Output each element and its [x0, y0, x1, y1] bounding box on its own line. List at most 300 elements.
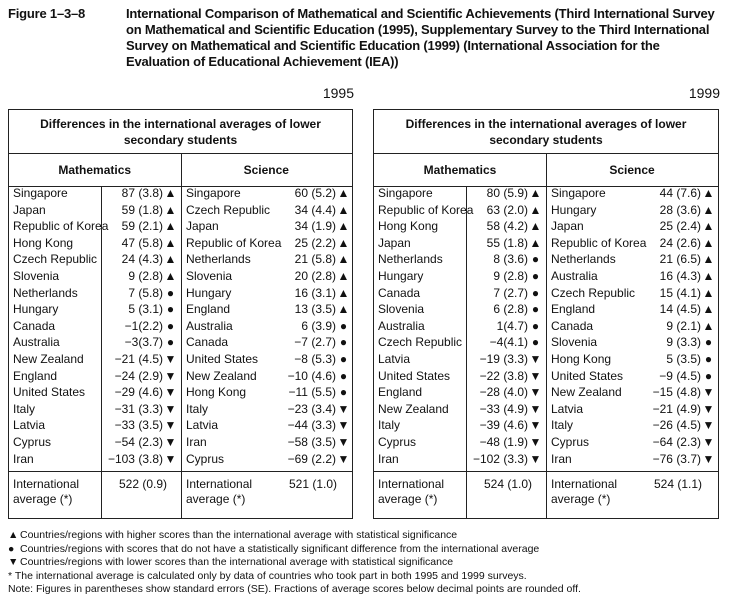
- country-name: United States: [551, 368, 624, 383]
- triangle-down-icon: ▼: [164, 434, 177, 449]
- table-row: [13, 302, 177, 319]
- score-value: 21 (6.5): [659, 252, 701, 267]
- country-name: England: [186, 302, 231, 317]
- score-value: −15 (4.8): [652, 385, 701, 400]
- triangle-up-icon: ▲: [529, 186, 542, 200]
- circle-icon: ●: [531, 252, 540, 267]
- triangle-up-icon: ▲: [164, 202, 177, 217]
- average-label-line1: International: [186, 477, 253, 491]
- table-row: [13, 319, 177, 336]
- table-row: [13, 219, 177, 236]
- table-row: [551, 252, 715, 269]
- triangle-down-icon: ▼: [164, 451, 177, 466]
- average-label-science: [186, 477, 252, 507]
- table-row: [186, 452, 350, 469]
- country-name: Latvia: [13, 418, 46, 433]
- country-name: Italy: [378, 418, 401, 433]
- score-difference: [639, 286, 715, 300]
- country-name: England: [378, 385, 423, 400]
- score-difference: [274, 203, 350, 217]
- average-label-line2: average (*): [551, 492, 611, 506]
- table-row: [551, 236, 715, 253]
- score-value: 24 (4.3): [121, 252, 163, 267]
- score-difference: [639, 203, 715, 217]
- score-difference: [101, 236, 177, 250]
- table-row: [551, 385, 715, 402]
- legend-lower: [8, 556, 723, 570]
- table-row: [186, 352, 350, 369]
- triangle-down-icon: ▼: [529, 418, 542, 433]
- country-name: England: [551, 302, 596, 317]
- country-name: New Zealand: [551, 385, 622, 400]
- table-row: [13, 203, 177, 220]
- math-rows: [378, 186, 542, 468]
- score-value: −102 (3.3): [472, 451, 528, 466]
- legend-text: Countries/regions with scores that do not have a statistically significant difference from the international average: [20, 542, 540, 555]
- score-difference: [274, 252, 350, 266]
- triangle-up-icon: ▲: [164, 186, 177, 200]
- table-row: [186, 269, 350, 286]
- table-row: [186, 286, 350, 303]
- score-difference: [274, 319, 350, 333]
- circle-icon: ●: [531, 335, 540, 350]
- science-column-header: Science: [546, 154, 718, 187]
- score-difference: [274, 452, 350, 466]
- triangle-up-icon: ▲: [702, 285, 715, 300]
- country-name: England: [13, 368, 58, 383]
- score-difference: [639, 252, 715, 266]
- triangle-up-icon: ▲: [164, 268, 177, 283]
- table-row: [551, 286, 715, 303]
- score-difference: [274, 186, 350, 200]
- table-row: [378, 252, 542, 269]
- table-row: [378, 385, 542, 402]
- score-difference: [274, 402, 350, 416]
- circle-icon: ●: [166, 335, 175, 350]
- score-value: 16 (3.1): [294, 285, 336, 300]
- score-difference: [274, 269, 350, 283]
- score-value: −76 (3.7): [652, 451, 701, 466]
- country-name: Italy: [551, 418, 574, 433]
- circle-icon: ●: [339, 351, 348, 366]
- math-column-header: Mathematics: [374, 154, 546, 187]
- year-label-1995: 1995: [322, 85, 354, 101]
- score-difference: [639, 402, 715, 416]
- table-row: [378, 418, 542, 435]
- triangle-down-icon: ▼: [702, 418, 715, 433]
- country-name: Australia: [378, 318, 425, 333]
- score-value: −33 (3.5): [114, 418, 163, 433]
- triangle-up-icon: ▲: [337, 235, 350, 250]
- table-row: [378, 319, 542, 336]
- country-name: Republic of Korea: [378, 202, 474, 217]
- score-difference: [274, 369, 350, 383]
- score-difference: [101, 319, 177, 333]
- table-header: Differences in the international averages of lower secondary students: [9, 110, 352, 154]
- score-value: 59 (2.1): [121, 219, 163, 234]
- country-name: Cyprus: [378, 434, 417, 449]
- table-row: [551, 435, 715, 452]
- average-label-line2: average (*): [13, 492, 73, 506]
- table-header: Differences in the international averages of lower secondary students: [374, 110, 718, 154]
- score-value: 47 (5.8): [121, 235, 163, 250]
- triangle-up-icon: ▲: [702, 219, 715, 234]
- table-row: [186, 418, 350, 435]
- triangle-down-icon: ▼: [529, 451, 542, 466]
- triangle-up-icon: ▲: [337, 186, 350, 200]
- score-difference: [639, 452, 715, 466]
- table-row: [378, 302, 542, 319]
- country-name: Hong Kong: [186, 385, 247, 400]
- triangle-up-icon: ▲: [337, 268, 350, 283]
- score-difference: [466, 452, 542, 466]
- score-value: 8 (3.6): [493, 252, 528, 267]
- table-row: [13, 186, 177, 203]
- math-average-value: 522 (0.9): [118, 477, 167, 491]
- average-label: [378, 477, 444, 507]
- legend-text: Countries/regions with lower scores than the international average with statistical significance: [20, 556, 454, 569]
- triangle-up-icon: ▲: [702, 252, 715, 267]
- triangle-up-icon: ▲: [702, 268, 715, 283]
- triangle-up-icon: ▲: [702, 302, 715, 317]
- score-difference: [101, 269, 177, 283]
- country-name: Australia: [13, 335, 60, 350]
- score-difference: [639, 236, 715, 250]
- score-value: 21 (5.8): [294, 252, 336, 267]
- circle-icon: ●: [166, 285, 175, 300]
- table-row: [13, 252, 177, 269]
- circle-icon: ●: [339, 368, 348, 383]
- column-divider: [546, 154, 547, 518]
- country-name: New Zealand: [13, 351, 84, 366]
- country-name: Iran: [378, 451, 399, 466]
- score-difference: [639, 269, 715, 283]
- country-name: Slovenia: [186, 268, 233, 283]
- score-difference: [101, 252, 177, 266]
- score-value: 6 (2.8): [493, 302, 528, 317]
- year-label-1999: 1999: [688, 85, 720, 101]
- score-value: 58 (4.2): [486, 219, 528, 234]
- score-value: −3(3.7): [124, 335, 163, 350]
- triangle-up-icon: ▲: [702, 318, 715, 333]
- science-average-value: 521 (1.0): [288, 477, 337, 491]
- score-difference: [466, 435, 542, 449]
- table-row: [378, 435, 542, 452]
- circle-icon: ●: [339, 385, 348, 400]
- circle-icon: ●: [531, 268, 540, 283]
- country-name: Japan: [378, 235, 411, 250]
- country-name: Slovenia: [378, 302, 425, 317]
- score-difference: [466, 252, 542, 266]
- country-name: Slovenia: [551, 335, 598, 350]
- score-value: 28 (3.6): [659, 202, 701, 217]
- triangle-up-icon: ▲: [337, 252, 350, 267]
- table-row: [186, 335, 350, 352]
- score-value: 13 (3.5): [294, 302, 336, 317]
- table-row: [186, 319, 350, 336]
- score-value: −103 (3.8): [107, 451, 163, 466]
- country-name: Republic of Korea: [551, 235, 647, 250]
- table-row: [13, 352, 177, 369]
- score-difference: [274, 418, 350, 432]
- country-name: Hungary: [13, 302, 59, 317]
- table-row: [186, 236, 350, 253]
- score-value: 9 (3.3): [666, 335, 701, 350]
- score-difference: [274, 302, 350, 316]
- score-difference: [274, 352, 350, 366]
- legend-no-difference: [8, 543, 723, 557]
- score-value: 16 (4.3): [659, 268, 701, 283]
- triangle-down-icon: ▼: [702, 451, 715, 466]
- average-label-line1: International: [551, 477, 618, 491]
- score-value: 25 (2.4): [659, 219, 701, 234]
- legend-text: Countries/regions with higher scores than the international average with statistical significance: [20, 529, 458, 541]
- country-name: New Zealand: [186, 368, 257, 383]
- score-difference: [101, 203, 177, 217]
- country-name: Canada: [13, 318, 56, 333]
- country-name: Hong Kong: [13, 235, 74, 250]
- score-value: 34 (1.9): [294, 219, 336, 234]
- score-difference: [639, 352, 715, 366]
- triangle-down-icon: ▼: [164, 385, 177, 400]
- table-row: [13, 369, 177, 386]
- triangle-up-icon: ▲: [337, 302, 350, 317]
- score-value: −58 (3.5): [287, 434, 336, 449]
- circle-icon: ●: [531, 318, 540, 333]
- country-name: Cyprus: [186, 451, 225, 466]
- score-difference: [101, 385, 177, 399]
- country-name: Singapore: [551, 186, 606, 200]
- score-difference: [101, 435, 177, 449]
- country-name: United States: [13, 385, 86, 400]
- triangle-down-icon: ▼: [8, 556, 19, 569]
- triangle-down-icon: ▼: [164, 401, 177, 416]
- table-row: [378, 203, 542, 220]
- country-name: Latvia: [551, 401, 584, 416]
- country-name: Netherlands: [378, 252, 443, 267]
- country-name: Japan: [551, 219, 584, 234]
- score-difference: [639, 186, 715, 200]
- table-row: [13, 385, 177, 402]
- score-value: 15 (4.1): [659, 285, 701, 300]
- math-column-header: Mathematics: [9, 154, 181, 187]
- table-row: [551, 418, 715, 435]
- circle-icon: ●: [704, 335, 713, 350]
- footnote: * The international average is calculated only by data of countries who took part in both 1995 and 1999 surveys.: [8, 569, 527, 582]
- score-difference: [101, 402, 177, 416]
- score-difference: [466, 302, 542, 316]
- country-name: Hong Kong: [378, 219, 439, 234]
- triangle-down-icon: ▼: [529, 351, 542, 366]
- score-difference: [101, 186, 177, 200]
- score-value: −10 (4.6): [287, 368, 336, 383]
- triangle-down-icon: ▼: [529, 434, 542, 449]
- score-value: 20 (2.8): [294, 268, 336, 283]
- country-name: Iran: [13, 451, 34, 466]
- country-name: Japan: [13, 202, 46, 217]
- average-label-line2: average (*): [186, 492, 246, 506]
- table-row: [551, 269, 715, 286]
- score-value: −54 (2.3): [114, 434, 163, 449]
- score-value: 60 (5.2): [294, 186, 336, 200]
- score-value: 9 (2.1): [666, 318, 701, 333]
- score-value: −4(4.1): [489, 335, 528, 350]
- score-value: 9 (2.8): [493, 268, 528, 283]
- triangle-down-icon: ▼: [164, 351, 177, 366]
- score-value: 55 (1.8): [486, 235, 528, 250]
- country-name: Latvia: [378, 351, 411, 366]
- table-row: [13, 418, 177, 435]
- triangle-up-icon: ▲: [529, 235, 542, 250]
- table-row: [551, 335, 715, 352]
- triangle-up-icon: ▲: [8, 529, 19, 541]
- triangle-up-icon: ▲: [164, 235, 177, 250]
- table-row: [186, 219, 350, 236]
- average-label-line1: International: [13, 477, 80, 491]
- score-value: −26 (4.5): [652, 418, 701, 433]
- score-value: −8 (5.3): [294, 351, 336, 366]
- score-value: 5 (3.5): [666, 351, 701, 366]
- triangle-down-icon: ▼: [702, 434, 715, 449]
- country-name: Japan: [186, 219, 219, 234]
- country-name: Australia: [186, 318, 233, 333]
- average-label-line1: International: [378, 477, 445, 491]
- score-difference: [466, 418, 542, 432]
- country-name: Italy: [186, 401, 209, 416]
- score-value: 14 (4.5): [659, 302, 701, 317]
- table-row: [551, 302, 715, 319]
- standard-error-note: Note: Figures in parentheses show standard errors (SE). Fractions of average scores below decimal points are rounded off.: [8, 583, 581, 596]
- score-value: 63 (2.0): [486, 202, 528, 217]
- science-rows: [551, 186, 715, 468]
- country-name: Singapore: [186, 186, 241, 200]
- score-difference: [101, 418, 177, 432]
- score-difference: [639, 302, 715, 316]
- table-row: [551, 219, 715, 236]
- score-value: −9 (4.5): [659, 368, 701, 383]
- country-name: United States: [378, 368, 451, 383]
- score-difference: [101, 302, 177, 316]
- score-value: −33 (4.9): [479, 401, 528, 416]
- score-difference: [466, 369, 542, 383]
- table-row: [551, 352, 715, 369]
- table-row: [186, 302, 350, 319]
- table-row: [186, 186, 350, 203]
- country-name: Netherlands: [551, 252, 616, 267]
- country-name: Singapore: [378, 186, 433, 200]
- table-row: [13, 452, 177, 469]
- circle-icon: ●: [166, 302, 175, 317]
- notes: [8, 529, 723, 597]
- score-value: 25 (2.2): [294, 235, 336, 250]
- triangle-down-icon: ▼: [529, 401, 542, 416]
- triangle-down-icon: ▼: [337, 401, 350, 416]
- score-value: 1(4.7): [496, 318, 528, 333]
- table-1999: [373, 109, 719, 519]
- table-row: [186, 435, 350, 452]
- table-row: [551, 319, 715, 336]
- country-name: Australia: [551, 268, 598, 283]
- score-value: −48 (1.9): [479, 434, 528, 449]
- circle-icon: ●: [166, 318, 175, 333]
- triangle-down-icon: ▼: [164, 368, 177, 383]
- score-difference: [639, 369, 715, 383]
- country-name: Czech Republic: [186, 202, 271, 217]
- score-difference: [274, 219, 350, 233]
- table-row: [378, 452, 542, 469]
- country-name: Canada: [186, 335, 229, 350]
- score-value: −31 (3.3): [114, 401, 163, 416]
- country-name: Hungary: [186, 285, 232, 300]
- score-difference: [639, 319, 715, 333]
- table-row: [13, 269, 177, 286]
- country-name: United States: [186, 351, 259, 366]
- science-column-header: Science: [181, 154, 353, 187]
- score-difference: [466, 335, 542, 349]
- score-value: 59 (1.8): [121, 202, 163, 217]
- country-name: Slovenia: [13, 268, 60, 283]
- score-difference: [639, 435, 715, 449]
- legend-higher: [8, 529, 723, 543]
- country-name: Hong Kong: [551, 351, 612, 366]
- column-divider: [181, 154, 182, 518]
- score-difference: [466, 236, 542, 250]
- score-value: −19 (3.3): [479, 351, 528, 366]
- score-difference: [466, 402, 542, 416]
- score-value: 7 (2.7): [493, 285, 528, 300]
- score-difference: [101, 452, 177, 466]
- country-name: Czech Republic: [13, 252, 98, 267]
- table-row: [378, 402, 542, 419]
- country-name: Cyprus: [551, 434, 590, 449]
- score-value: 6 (3.9): [301, 318, 336, 333]
- triangle-down-icon: ▼: [337, 418, 350, 433]
- triangle-down-icon: ▼: [702, 401, 715, 416]
- country-name: Czech Republic: [378, 335, 463, 350]
- triangle-up-icon: ▲: [529, 202, 542, 217]
- country-name: Canada: [551, 318, 594, 333]
- table-1995: [8, 109, 353, 519]
- country-name: Italy: [13, 401, 36, 416]
- table-row: [378, 286, 542, 303]
- circle-icon: ●: [704, 368, 713, 383]
- country-name: Hungary: [551, 202, 597, 217]
- triangle-down-icon: ▼: [529, 385, 542, 400]
- table-row: [551, 452, 715, 469]
- score-difference: [274, 286, 350, 300]
- country-name: Canada: [378, 285, 421, 300]
- table-row: [186, 402, 350, 419]
- triangle-up-icon: ▲: [702, 202, 715, 217]
- score-value: −24 (2.9): [114, 368, 163, 383]
- score-difference: [274, 435, 350, 449]
- score-difference: [274, 335, 350, 349]
- circle-icon: ●: [339, 335, 348, 350]
- country-name: Latvia: [186, 418, 219, 433]
- circle-icon: ●: [531, 302, 540, 317]
- country-name: Iran: [551, 451, 572, 466]
- table-row: [13, 435, 177, 452]
- table-row: [551, 402, 715, 419]
- table-row: [551, 203, 715, 220]
- score-difference: [639, 219, 715, 233]
- triangle-up-icon: ▲: [164, 219, 177, 234]
- table-row: [13, 286, 177, 303]
- table-row: [13, 236, 177, 253]
- score-value: 34 (4.4): [294, 202, 336, 217]
- country-name: New Zealand: [378, 401, 449, 416]
- score-difference: [101, 335, 177, 349]
